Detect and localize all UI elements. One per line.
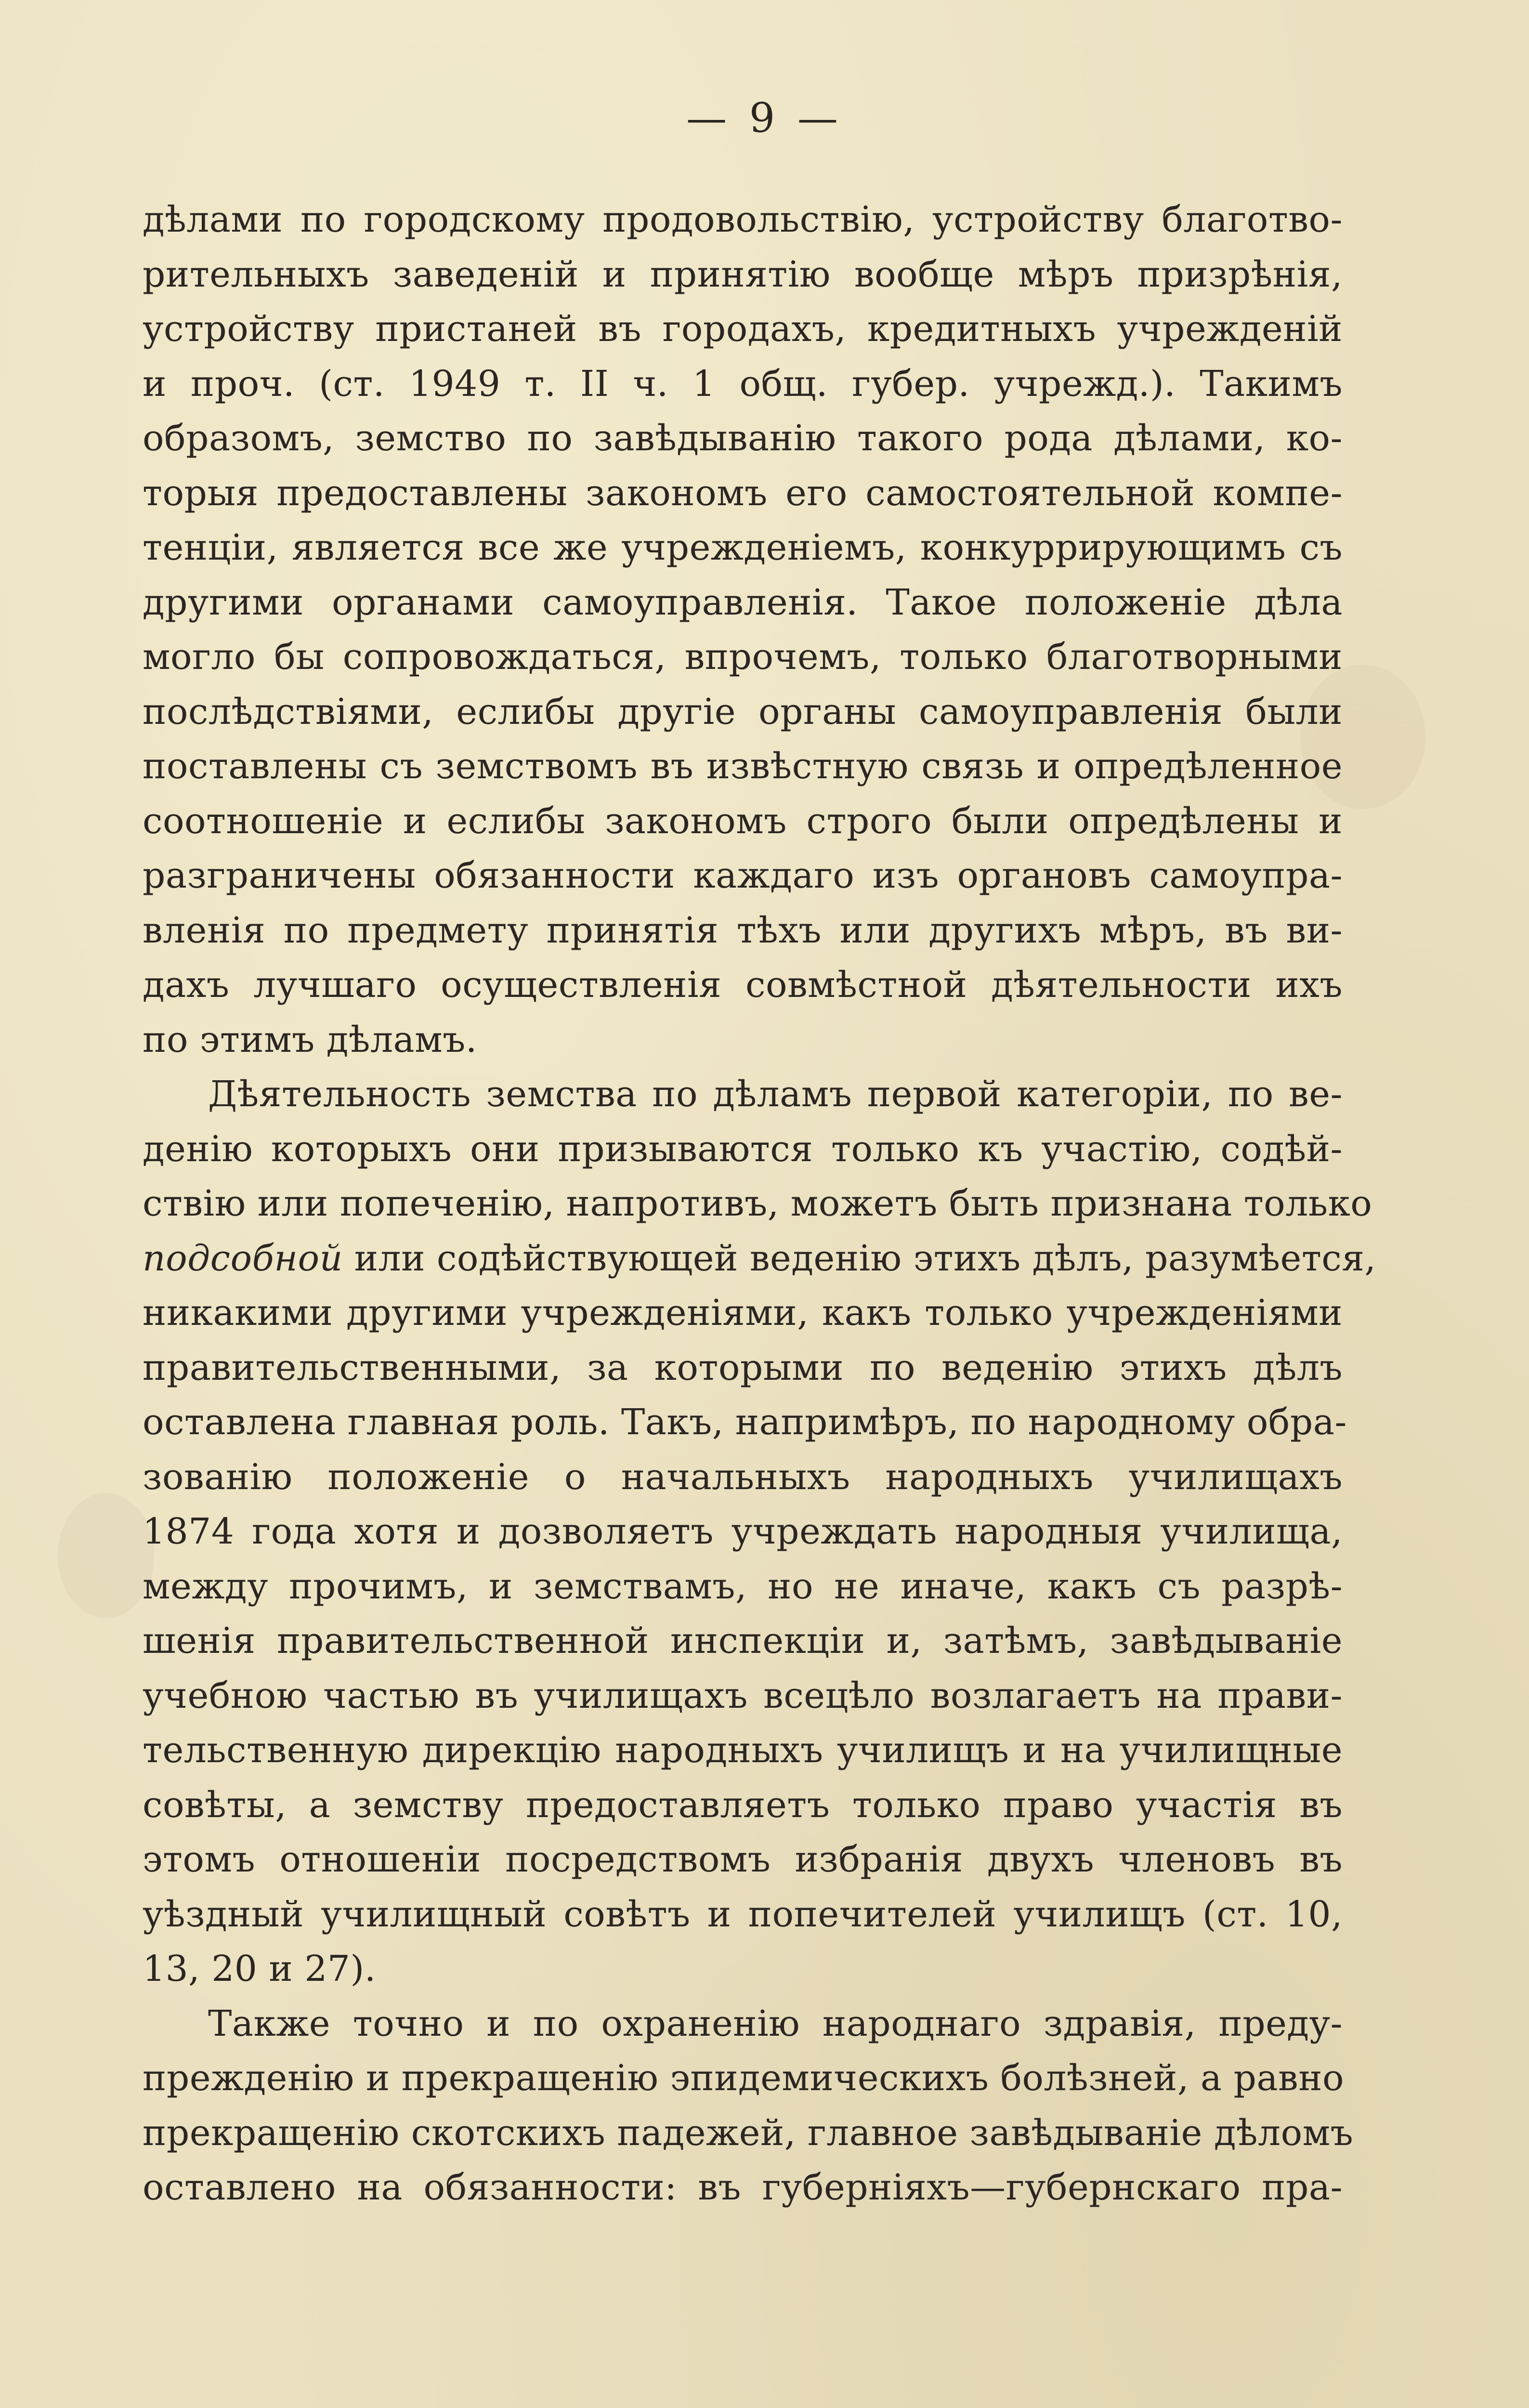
text-line: по этимъ дѣламъ. xyxy=(143,1019,477,1060)
text-line: оставлена главная роль. Такъ, напримѣръ, по народному обра- xyxy=(143,1401,1347,1443)
text-line-italic xyxy=(143,1231,1376,1286)
text-line: послѣдствіями, еслибы другіе органы самоуправленія были xyxy=(143,691,1343,733)
text-line: прекращенію скотскихъ падежей, главное завѣдываніе дѣломъ xyxy=(143,2112,1354,2154)
page-number: — 9 — xyxy=(686,94,843,142)
text-line-rest: или содѣйствующей веденію этихъ дѣлъ, разумѣется, xyxy=(342,1237,1376,1279)
text-line: 1874 года хотя и дозволяетъ учреждать народныя училища, xyxy=(143,1511,1343,1552)
body-text xyxy=(143,193,1376,2215)
text-line: образомъ, земство по завѣдыванію такого рода дѣлами, ко- xyxy=(143,418,1343,459)
text-line: тельственную дирекцію народныхъ училищъ и на училищные xyxy=(143,1729,1343,1771)
text-line: между прочимъ, и земствамъ, но не иначе, какъ съ разрѣ- xyxy=(143,1565,1343,1607)
text-line: оставлено на обязанности: въ губерніяхъ—губернскаго пра- xyxy=(143,2167,1343,2208)
text-line: ствію или попеченію, напротивъ, можетъ быть признана только xyxy=(143,1183,1372,1224)
text-line: правительственными, за которыми по веденію этихъ дѣлъ xyxy=(143,1347,1343,1388)
paragraph-3 xyxy=(143,1997,1354,2215)
text-line: другими органами самоуправленія. Такое положеніе дѣла xyxy=(143,581,1343,623)
paragraph-2 xyxy=(143,1067,1376,1997)
text-line: торыя предоставлены закономъ его самостоятельной компе- xyxy=(143,472,1343,514)
text-line: соотношеніе и еслибы закономъ строго были опредѣлены и xyxy=(143,800,1343,842)
italic-word: подсобной xyxy=(143,1237,343,1279)
text-line: 13, 20 и 27). xyxy=(143,1948,376,1989)
text-line: шенія правительственной инспекціи и, затѣмъ, завѣдываніе xyxy=(143,1620,1343,1662)
text-line: поставлены съ земствомъ въ извѣстную связь и опредѣленное xyxy=(143,746,1343,787)
text-line: тенціи, является все же учрежденіемъ, конкуррирующимъ съ xyxy=(143,527,1343,568)
text-line: этомъ отношеніи посредствомъ избранія двухъ членовъ въ xyxy=(143,1839,1343,1880)
text-line: Также точно и по охраненію народнаго здравія, преду- xyxy=(208,2002,1343,2044)
text-line: учебною частью въ училищахъ всецѣло возлагаетъ на прави- xyxy=(143,1675,1343,1716)
paragraph-1 xyxy=(143,193,1343,1067)
text-line: вленія по предмету принятія тѣхъ или другихъ мѣръ, въ ви- xyxy=(143,909,1343,951)
text-line: уѣздный училищный совѣтъ и попечителей училищъ (ст. 10, xyxy=(143,1893,1343,1935)
text-line: дѣлами по городскому продовольствію, устройству благотво- xyxy=(143,199,1343,240)
text-line: устройству пристаней въ городахъ, кредитныхъ учрежденій xyxy=(143,308,1343,350)
text-line: разграничены обязанности каждаго изъ органовъ самоупра- xyxy=(143,855,1343,896)
paper-stain xyxy=(58,1493,154,1618)
text-line: и проч. (ст. 1949 т. II ч. 1 общ. губер. учрежд.). Такимъ xyxy=(143,363,1343,405)
text-line: никакими другими учрежденіями, какъ только учрежденіями xyxy=(143,1292,1343,1334)
text-line: могло бы сопровождаться, впрочемъ, только благотворными xyxy=(143,636,1343,678)
text-line: дахъ лучшаго осуществленія совмѣстной дѣятельности ихъ xyxy=(143,964,1343,1006)
text-line: прежденію и прекращенію эпидемическихъ болѣзней, а равно xyxy=(143,2057,1345,2099)
text-line: зованію положеніе о начальныхъ народныхъ училищахъ xyxy=(143,1456,1343,1498)
text-line: Дѣятельность земства по дѣламъ первой категоріи, по ве- xyxy=(208,1073,1343,1115)
text-line: рительныхъ заведеній и принятію вообще мѣръ призрѣнія, xyxy=(143,253,1343,295)
text-line: совѣты, а земству предоставляетъ только право участія въ xyxy=(143,1784,1343,1826)
text-line: денію которыхъ они призываются только къ участію, содѣй- xyxy=(143,1128,1343,1170)
